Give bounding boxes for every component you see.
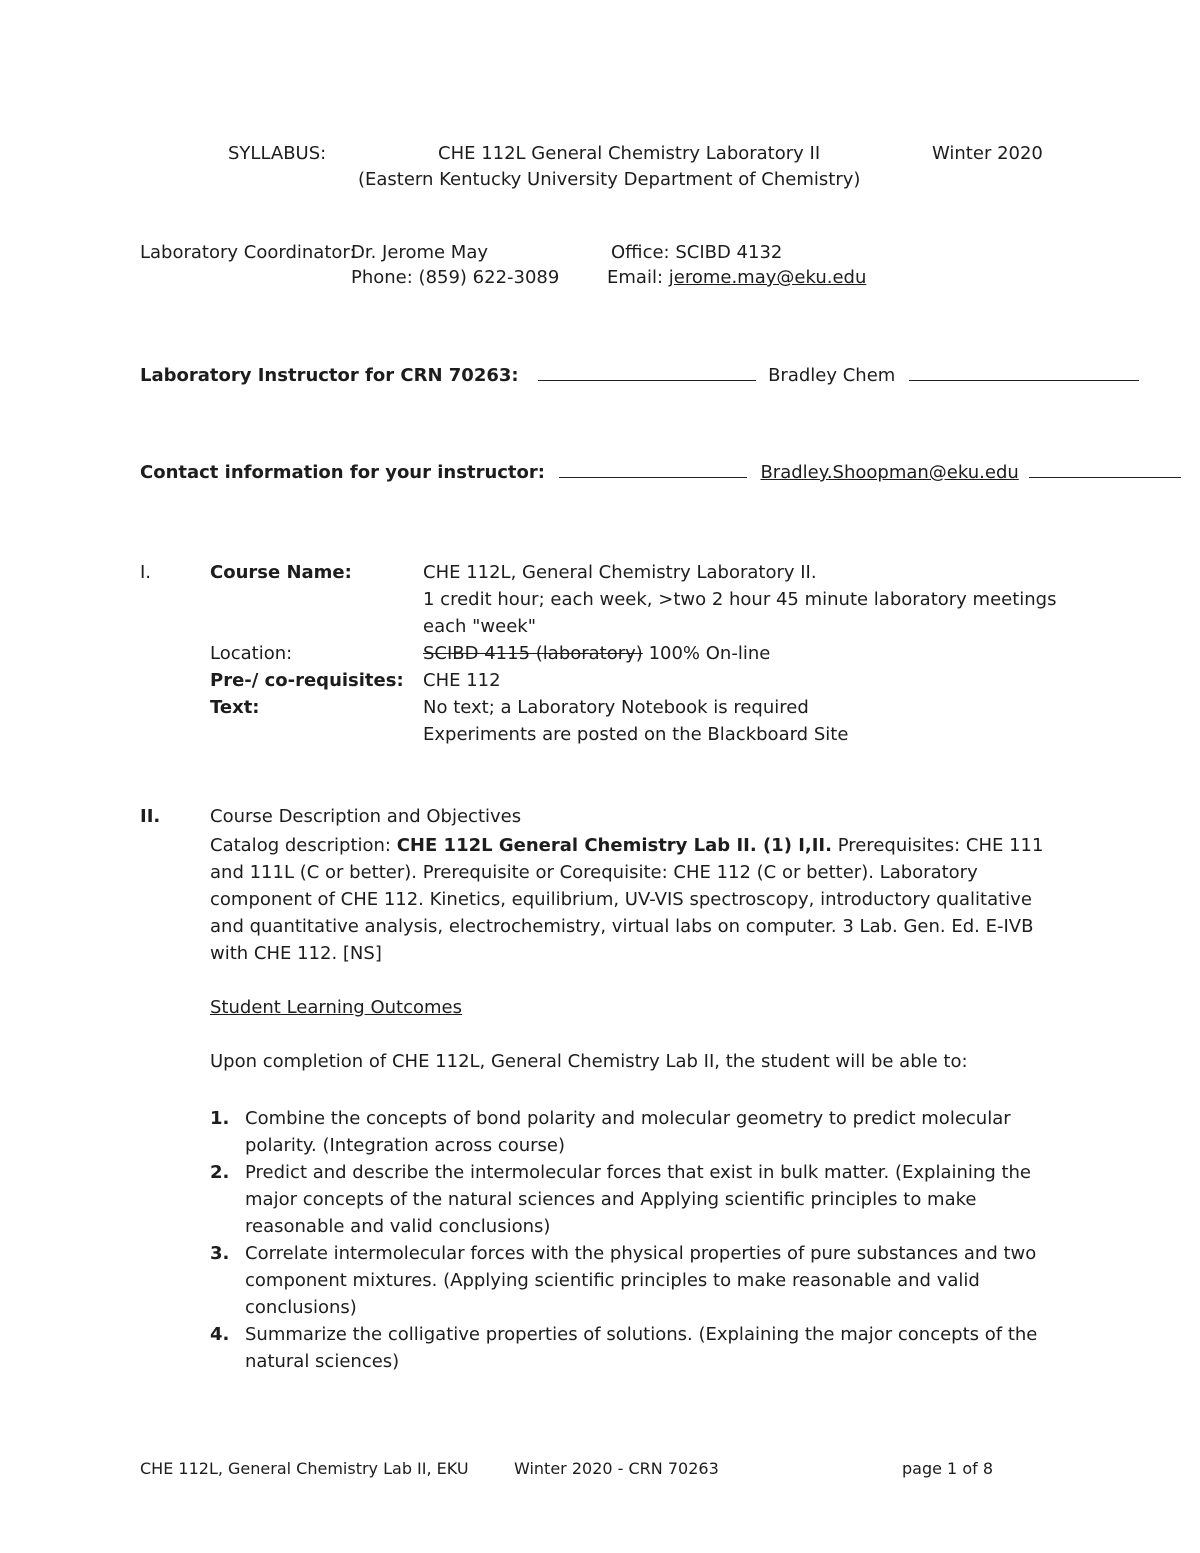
outcome-text: Combine the concepts of bond polarity and molecular geometry to predict molecular polarity. (Integration across course)	[245, 1108, 1011, 1156]
slo-heading: Student Learning Outcomes	[210, 997, 462, 1018]
outcomes-list	[210, 1105, 1060, 1375]
coordinator-phone: Phone: (859) 622-3089	[351, 267, 560, 288]
list-item	[210, 1240, 1060, 1321]
text-value-2: Experiments are posted on the Blackboard Site	[423, 724, 849, 745]
catalog-prefix: Catalog description:	[210, 835, 397, 856]
catalog-body: Prerequisites: CHE 111 and 111L (C or better). Prerequisite or Corequisite: CHE 112 (C or better). Laboratory component of CHE 112. Kinetics, equilibrium, UV-VIS spectroscopy, introductory qualitative and quantitative analysis, electrochemistry, virtual labs on computer. 3 Lab. Gen. Ed. E-IVB with CHE 112. [NS]	[210, 835, 1044, 964]
prereq-label: Pre-/ co-requisites:	[210, 670, 404, 691]
section-1-numeral: I.	[140, 562, 152, 583]
contact-blank-line-2	[1029, 477, 1181, 478]
department: (Eastern Kentucky University Department of Chemistry)	[358, 169, 861, 190]
catalog-course: CHE 112L General Chemistry Lab II. (1) I,II.	[396, 835, 832, 856]
outcome-text: Correlate intermolecular forces with the physical properties of pure substances and two component mixtures. (Applying scientific principles to make reasonable and valid conclusions)	[245, 1243, 1037, 1318]
course-title: CHE 112L General Chemistry Laboratory II	[438, 143, 821, 164]
instructor-label: Laboratory Instructor for CRN 70263:	[140, 365, 519, 386]
footer-center: Winter 2020 - CRN 70263	[514, 1459, 719, 1478]
instructor-blank-line-2	[909, 380, 1139, 381]
section-2-numeral: II.	[140, 806, 161, 827]
section-2-heading: Course Description and Objectives	[210, 806, 522, 827]
coordinator-label: Laboratory Coordinator:	[140, 242, 356, 263]
coordinator-email-row	[607, 267, 866, 288]
instructor-name: Bradley Chem	[768, 365, 896, 386]
list-item	[210, 1105, 1060, 1159]
instructor-email-link[interactable]: Bradley.Shoopman@eku.edu	[760, 462, 1019, 483]
course-name-label: Course Name:	[210, 562, 352, 583]
term: Winter 2020	[932, 143, 1043, 164]
outcome-number: 4.	[210, 1324, 230, 1345]
instructor-blank-line	[538, 380, 756, 381]
coordinator-office: Office: SCIBD 4132	[611, 242, 783, 263]
outcome-number: 3.	[210, 1243, 230, 1264]
list-item	[210, 1159, 1060, 1240]
location-online: 100% On-line	[648, 643, 771, 664]
catalog-description	[210, 832, 1055, 967]
coordinator-name: Dr. Jerome May	[351, 242, 488, 263]
course-name-value: CHE 112L, General Chemistry Laboratory II.	[423, 562, 817, 583]
footer-left: CHE 112L, General Chemistry Lab II, EKU	[140, 1459, 469, 1478]
page-number: page 1 of 8	[902, 1459, 993, 1478]
contact-blank-line	[559, 477, 747, 478]
location-label: Location:	[210, 643, 293, 664]
location-value	[423, 643, 770, 664]
outcome-number: 1.	[210, 1108, 230, 1129]
instructor-row	[140, 365, 1139, 386]
location-struck: SCIBD 4115 (laboratory)	[423, 643, 643, 664]
credit-line: 1 credit hour; each week, >two 2 hour 45 minute laboratory meetings	[423, 589, 1057, 610]
outcome-text: Predict and describe the intermolecular forces that exist in bulk matter. (Explaining the major concepts of the natural sciences and Applying scientific principles to make reasonable and valid conclusions)	[245, 1162, 1032, 1237]
credit-line-2: each "week"	[423, 616, 536, 637]
list-item	[210, 1321, 1060, 1375]
coordinator-email-link[interactable]: jerome.may@eku.edu	[668, 267, 867, 288]
outcome-number: 2.	[210, 1162, 230, 1183]
outcome-text: Summarize the colligative properties of solutions. (Explaining the major concepts of the natural sciences)	[245, 1324, 1038, 1372]
email-label: Email:	[607, 267, 664, 288]
contact-row	[140, 462, 1181, 483]
text-label: Text:	[210, 697, 260, 718]
contact-label: Contact information for your instructor:	[140, 462, 545, 483]
prereq-value: CHE 112	[423, 670, 501, 691]
syllabus-label: SYLLABUS:	[228, 143, 327, 164]
slo-intro: Upon completion of CHE 112L, General Chemistry Lab II, the student will be able to:	[210, 1051, 968, 1072]
text-value: No text; a Laboratory Notebook is required	[423, 697, 809, 718]
